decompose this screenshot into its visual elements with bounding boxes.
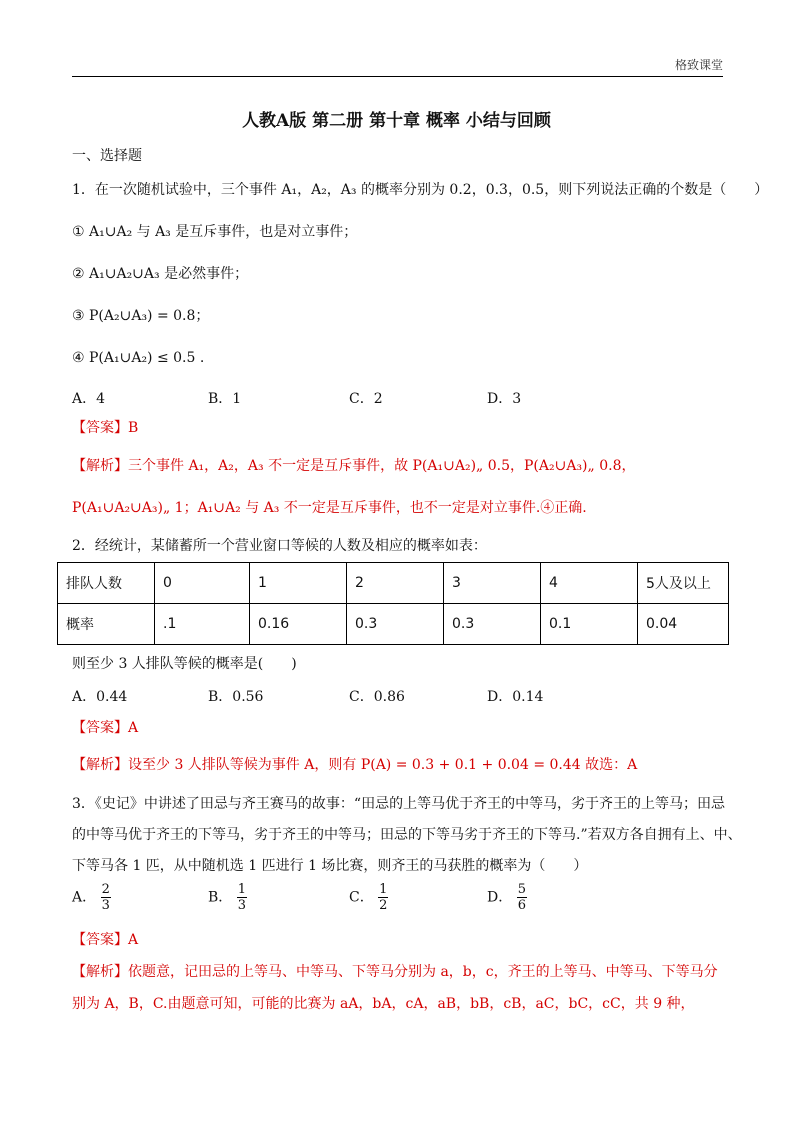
fraction xyxy=(378,882,388,913)
q3-answer: 【答案】A xyxy=(72,932,139,948)
header-brand: 格致课堂 xyxy=(674,58,723,72)
table-cell: 0.1 xyxy=(541,604,638,645)
q3-option-d xyxy=(487,882,527,913)
q2-option-d: D．0.14 xyxy=(487,689,544,705)
fraction xyxy=(237,882,247,913)
table-cell: 0.04 xyxy=(638,604,729,645)
q2-option-a: A．0.44 xyxy=(72,689,128,705)
option-label: D． xyxy=(487,889,513,906)
q3-stem-line-1: 3．《史记》中讲述了田忌与齐王赛马的故事：“田忌的上等马优于齐王的中等马，劣于齐王的上等马；田忌 xyxy=(72,796,726,812)
numerator: 1 xyxy=(379,882,388,897)
fraction xyxy=(517,882,527,913)
q3-option-b xyxy=(208,882,247,913)
queue-probability-table xyxy=(57,562,729,645)
table-cell: 5人及以上 xyxy=(638,563,729,604)
q1-statement-1: ① A₁∪A₂ 与 A₃ 是互斥事件，也是对立事件； xyxy=(72,224,358,240)
q1-option-d: D．3 xyxy=(487,391,522,407)
q1-stem: 1．在一次随机试验中，三个事件 A₁，A₂，A₃ 的概率分别为 0.2，0.3，0.5，则下列说法正确的个数是（ ） xyxy=(72,182,769,198)
section-heading: 一、选择题 xyxy=(72,148,142,164)
q2-analysis: 【解析】设至少 3 人排队等候为事件 A，则有 P(A) = 0.3 + 0.1 + 0.04 = 0.44 故选：A xyxy=(72,757,638,773)
q3-analysis-line-1: 【解析】依题意，记田忌的上等马、中等马、下等马分别为 a，b，c，齐王的上等马、中等马、下等马分 xyxy=(72,964,718,980)
option-label: C． xyxy=(349,889,374,906)
q1-statement-2: ② A₁∪A₂∪A₃ 是必然事件； xyxy=(72,266,249,282)
fraction xyxy=(101,882,111,913)
table-row xyxy=(58,563,729,604)
q1-option-a: A．4 xyxy=(72,391,106,407)
denominator: 3 xyxy=(101,898,110,913)
table-row xyxy=(58,604,729,645)
q1-analysis-line-2: P(A₁∪A₂∪A₃)„ 1；A₁∪A₂ 与 A₃ 不一定是互斥事件，也不一定是对立事件.④正确. xyxy=(72,500,587,516)
q1-statement-4: ④ P(A₁∪A₂) ≤ 0.5 . xyxy=(72,350,205,366)
table-cell: .1 xyxy=(155,604,250,645)
header-divider xyxy=(72,76,723,77)
option-label: B． xyxy=(208,889,233,906)
q2-answer: 【答案】A xyxy=(72,720,139,736)
q1-answer: 【答案】B xyxy=(72,420,139,436)
page-title: 人教A版 第二册 第十章 概率 小结与回顾 xyxy=(242,111,551,131)
q1-statement-3: ③ P(A₂∪A₃) = 0.8； xyxy=(72,308,210,324)
numerator: 5 xyxy=(517,882,526,897)
q2-option-c: C．0.86 xyxy=(349,689,405,705)
denominator: 6 xyxy=(517,898,526,913)
q1-option-b: B．1 xyxy=(208,391,242,407)
table-cell: 1 xyxy=(250,563,347,604)
table-cell: 排队人数 xyxy=(58,563,155,604)
q3-option-c xyxy=(349,882,388,913)
q3-analysis-line-2: 别为 A，B，C.由题意可知，可能的比赛为 aA，bA，cA，aB，bB，cB，aC，bC，cC，共 9 种， xyxy=(72,996,695,1012)
option-label: A． xyxy=(72,889,97,906)
table-cell: 0 xyxy=(155,563,250,604)
q1-option-c: C．2 xyxy=(349,391,383,407)
q2-question: 则至少 3 人排队等候的概率是( ) xyxy=(72,656,297,672)
denominator: 2 xyxy=(379,898,388,913)
table-cell: 0.3 xyxy=(444,604,541,645)
numerator: 1 xyxy=(237,882,247,897)
table-cell: 2 xyxy=(347,563,444,604)
table-cell: 概率 xyxy=(58,604,155,645)
q1-analysis-line-1: 【解析】三个事件 A₁，A₂，A₃ 不一定是互斥事件，故 P(A₁∪A₂)„ 0.5，P(A₂∪A₃)„ 0.8， xyxy=(72,458,636,474)
q2-option-b: B．0.56 xyxy=(208,689,264,705)
q3-option-a xyxy=(72,882,111,913)
q3-stem-line-3: 下等马各 1 匹，从中随机选 1 匹进行 1 场比赛，则齐王的马获胜的概率为（ ） xyxy=(72,858,588,874)
table-cell: 3 xyxy=(444,563,541,604)
table-cell: 0.3 xyxy=(347,604,444,645)
table-cell: 4 xyxy=(541,563,638,604)
q2-stem: 2．经统计，某储蓄所一个营业窗口等候的人数及相应的概率如表： xyxy=(72,538,487,554)
denominator: 3 xyxy=(237,898,247,913)
numerator: 2 xyxy=(101,882,110,897)
table-cell: 0.16 xyxy=(250,604,347,645)
q3-stem-line-2: 的中等马优于齐王的下等马，劣于齐王的中等马；田忌的下等马劣于齐王的下等马.”若双方各自拥有上、中、 xyxy=(72,827,742,843)
